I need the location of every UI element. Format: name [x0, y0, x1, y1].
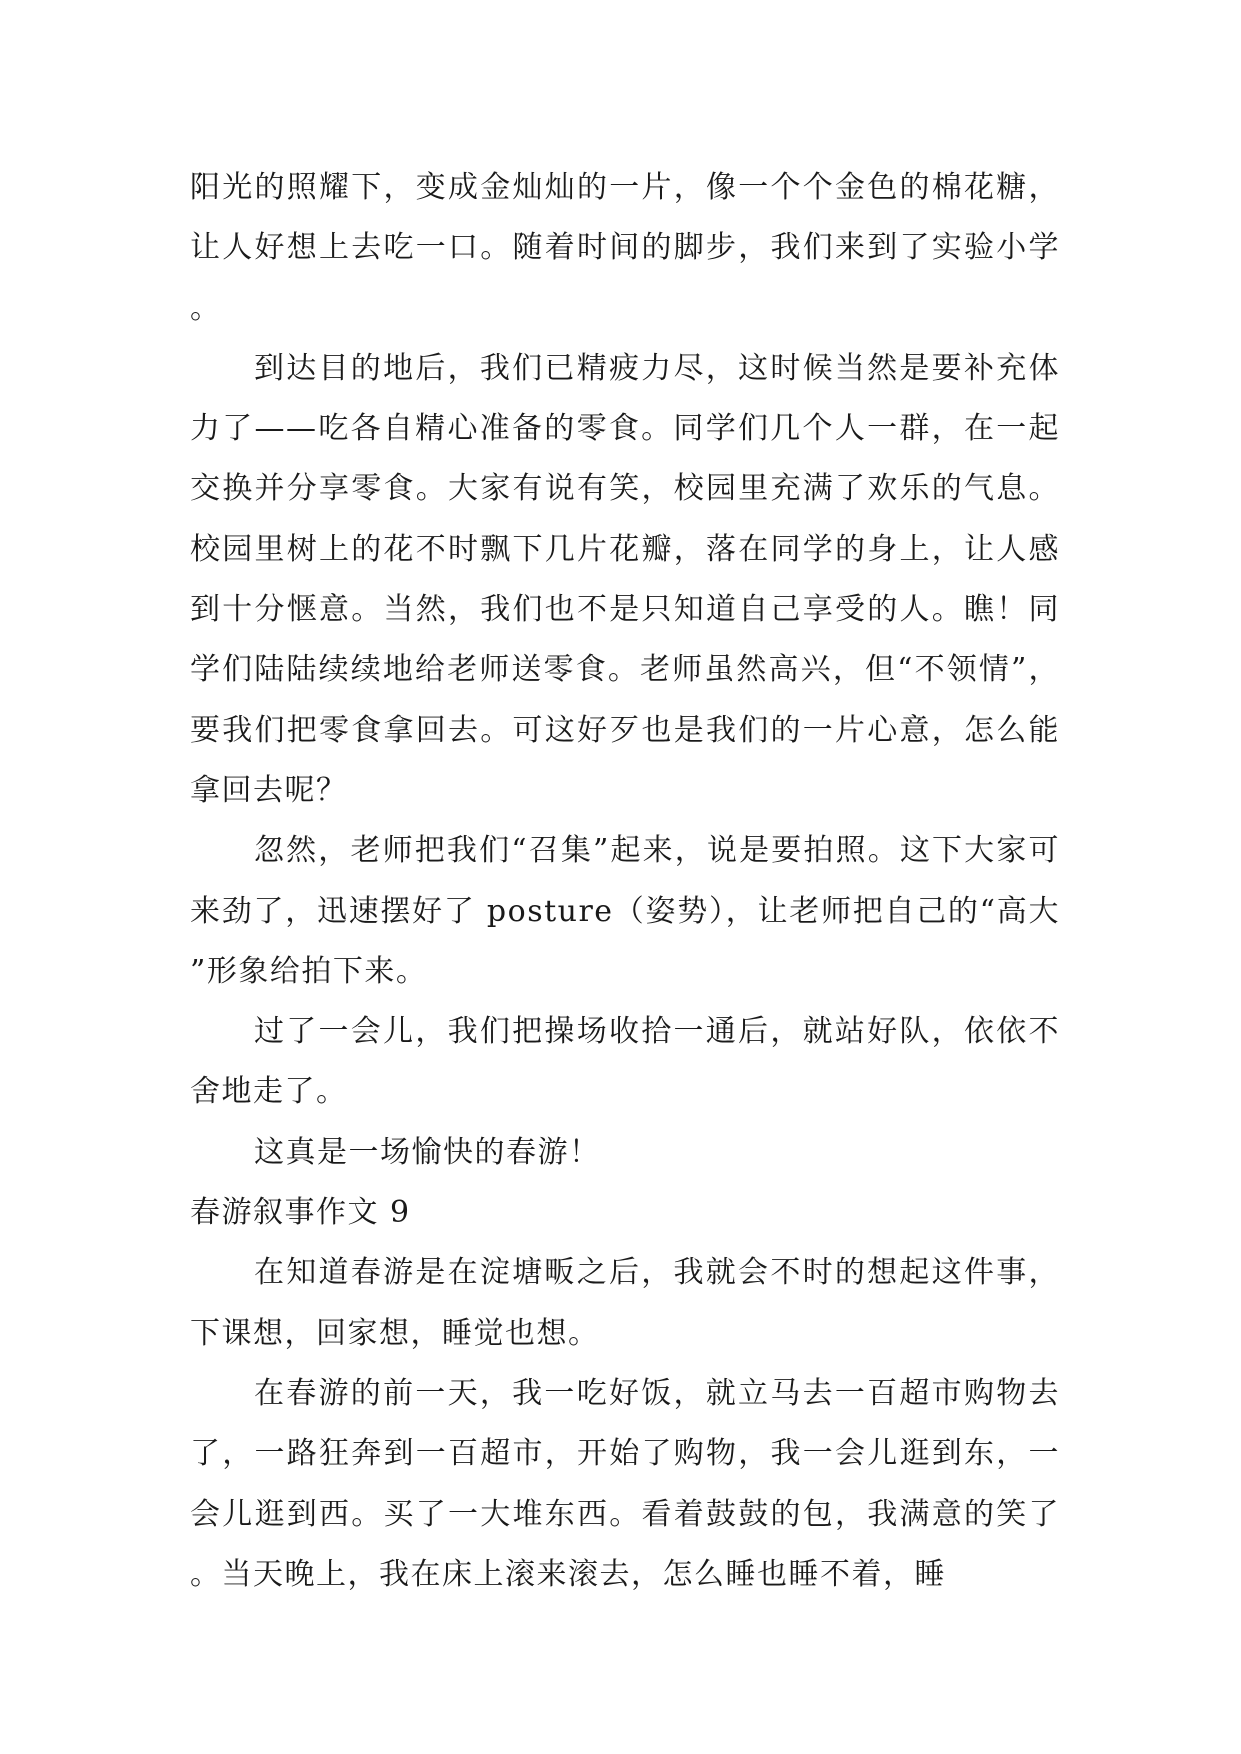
paragraph-1: 阳光的照耀下，变成金灿灿的一片，像一个个金色的棉花糖，让人好想上去吃一口。随着时间的脚步，我们来到了实验小学。: [190, 170, 1060, 326]
paragraph-2: 到达目的地后，我们已精疲力尽，这时候当然是要补充体力了——吃各自精心准备的零食。同学们几个人一群，在一起交换并分享零食。大家有说有笑，校园里充满了欢乐的气息。校园里树上的花不时飘下几片花瓣，落在同学的身上，让人感到十分惬意。当然，我们也不是只知道自己享受的人。瞧！同学们陆陆续续地给老师送零食。老师虽然高兴，但“不领情”，要我们把零食拿回去。可这好歹也是我们的一片心意，怎么能拿回去呢？: [190, 350, 1060, 808]
paragraph-3: 忽然，老师把我们“召集”起来，说是要拍照。这下大家可来劲了，迅速摆好了 posture（姿势），让老师把自己的“高大”形象给拍下来。: [190, 833, 1060, 989]
section-heading: 春游叙事作文 9: [190, 1195, 411, 1231]
paragraph-5: 这真是一场愉快的春游！: [254, 1134, 601, 1170]
paragraph-6: 在知道春游是在淀塘畈之后，我就会不时的想起这件事，下课想，回家想，睡觉也想。: [190, 1255, 1060, 1351]
essay-body: [190, 158, 1060, 1605]
paragraph-4: 过了一会儿，我们把操场收拾一通后，就站好队，依依不舍地走了。: [190, 1014, 1060, 1110]
paragraph-7: 在春游的前一天，我一吃好饭，就立马去一百超市购物去了，一路狂奔到一百超市，开始了购物，我一会儿逛到东，一会儿逛到西。买了一大堆东西。看着鼓鼓的包，我满意的笑了。当天晚上，我在床上滚来滚去，怎么睡也睡不着，睡: [190, 1375, 1060, 1592]
